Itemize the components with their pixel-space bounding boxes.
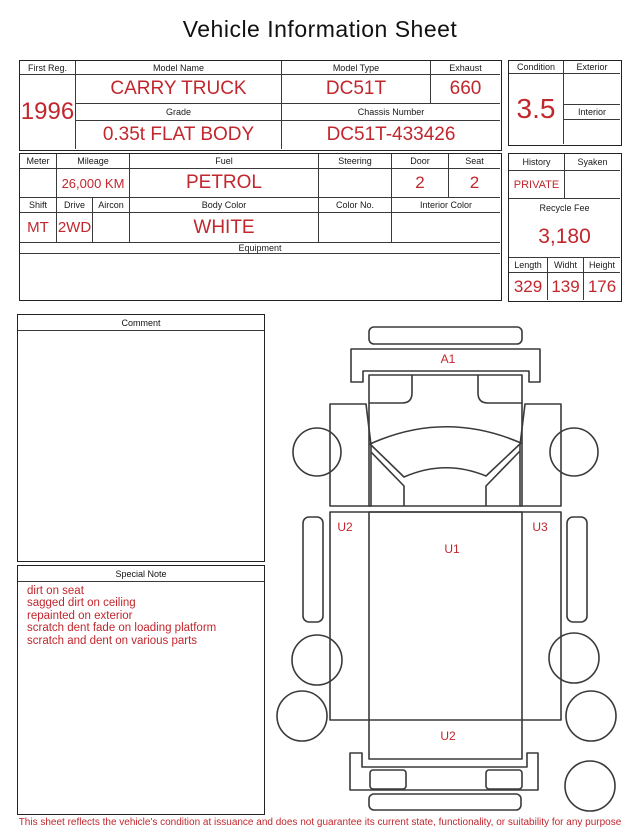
cab-corner-left-shape: [369, 375, 412, 403]
cab-shape: [369, 375, 522, 506]
seat-arc-shape: [370, 427, 521, 477]
damage-label-front: A1: [440, 352, 456, 366]
special-note-line: scratch dent fade on loading platform: [27, 622, 217, 635]
condition-label: Condition: [509, 61, 564, 74]
recycle-fee-label: Recycle Fee: [539, 202, 590, 213]
door-left-shape: [330, 404, 371, 506]
rear-wheel-right-rear: [566, 691, 616, 741]
special-note-line: repainted on exterior: [27, 609, 133, 622]
color-no-label: Color No.: [319, 198, 392, 213]
length-value: 329: [509, 273, 548, 300]
special-note-line: dirt on seat: [27, 585, 84, 597]
special-note-list: [27, 585, 260, 647]
drive-value: 2WD: [57, 213, 93, 243]
equipment-label: Equipment: [20, 243, 500, 254]
width-value: 139: [548, 273, 584, 300]
steering-label: Steering: [319, 154, 392, 169]
interior-label: Interior: [564, 105, 620, 120]
color-no-value: [319, 213, 392, 243]
syaken-value: [565, 171, 620, 199]
mileage-value: 26,000 KM: [57, 169, 130, 198]
steering-value: [319, 169, 392, 198]
rear-wheel-left-front: [292, 635, 342, 685]
grade-label: Grade: [76, 104, 282, 121]
special-note-line: scratch and dent on various parts: [27, 634, 198, 647]
exterior-value: [564, 74, 620, 105]
body-color-label: Body Color: [130, 198, 319, 213]
damage-label-bed-left: U2: [337, 520, 353, 534]
syaken-label: Syaken: [565, 154, 620, 171]
damage-label-bed-rear: U2: [440, 729, 456, 743]
vehicle-diagram: [270, 316, 630, 818]
disclaimer-text: This sheet reflects the vehicle's condition at issuance and does not guarantee its current state, functionality, or suitability for any purpose: [18, 817, 622, 828]
comment-box: [17, 314, 265, 562]
front-wheel-right: [550, 428, 598, 476]
seat-value: 2: [449, 169, 500, 198]
front-bumper-shape: [369, 327, 522, 344]
side-rail-left: [303, 517, 323, 622]
model-name-value: CARRY TRUCK: [76, 75, 282, 104]
model-type-label: Model Type: [282, 61, 431, 75]
width-label: Widht: [548, 258, 584, 273]
damage-label-bed-center: U1: [444, 542, 460, 556]
front-wheel-left: [293, 428, 341, 476]
model-type-value: DC51T: [282, 75, 431, 104]
height-value: 176: [587, 276, 617, 296]
meter-value: [20, 169, 57, 198]
rear-wheel-left-rear: [277, 691, 327, 741]
equipment-value: [20, 254, 500, 299]
condition-panel: [508, 60, 622, 146]
mileage-label: Mileage: [57, 154, 130, 169]
tail-light-left: [370, 770, 406, 789]
recycle-fee-value: 3,180: [509, 216, 620, 258]
grade-value: 0.35t FLAT BODY: [76, 121, 282, 149]
special-note-box: [17, 565, 265, 815]
rear-bumper-shape: [369, 794, 521, 810]
rear-wheel-right-front: [549, 633, 599, 683]
fuel-label: Fuel: [130, 154, 319, 169]
meter-label: Meter: [20, 154, 57, 169]
interior-color-value: [392, 213, 500, 243]
model-name-label: Model Name: [76, 61, 282, 75]
door-label: Door: [392, 154, 449, 169]
side-rail-right: [567, 517, 587, 622]
length-label: Length: [509, 258, 548, 273]
exhaust-label: Exhaust: [431, 61, 500, 75]
exhaust-value: 660: [431, 75, 500, 104]
special-note-line: sagged dirt on ceiling: [27, 597, 136, 610]
drive-label: Drive: [57, 198, 93, 213]
tail-light-right: [486, 770, 522, 789]
history-panel: [508, 153, 622, 302]
chassis-number-value: DC51T-433426: [326, 124, 456, 145]
door-right-shape: [520, 404, 561, 506]
page-title: Vehicle Information Sheet: [182, 16, 458, 42]
aircon-label: Aircon: [93, 198, 130, 213]
history-value: PRIVATE: [509, 171, 565, 199]
aircon-value: [93, 213, 130, 243]
seat-label: Seat: [449, 154, 500, 169]
interior-value: [564, 120, 620, 144]
history-label: History: [509, 154, 565, 171]
door-value: 2: [392, 169, 449, 198]
first-reg-value: 1996: [20, 75, 76, 149]
condition-value: 3.5: [509, 74, 564, 144]
comment-value: [18, 330, 263, 560]
height-label: Height: [584, 258, 620, 273]
shift-label: Shift: [20, 198, 57, 213]
damage-label-bed-right: U3: [532, 520, 548, 534]
chassis-number-label: Chassis Number: [282, 104, 500, 121]
spare-tire: [565, 761, 615, 811]
spec-table: [19, 153, 502, 301]
body-color-value: WHITE: [130, 213, 319, 243]
comment-label: Comment: [18, 315, 264, 331]
special-note-label: Special Note: [18, 566, 264, 582]
interior-color-label: Interior Color: [392, 198, 500, 213]
exterior-label: Exterior: [564, 61, 620, 74]
first-reg-label: First Reg.: [20, 61, 76, 75]
cab-corner-right-shape: [478, 375, 522, 403]
model-info-table: [19, 60, 502, 151]
fuel-value: PETROL: [130, 169, 319, 198]
shift-value: MT: [20, 213, 57, 243]
